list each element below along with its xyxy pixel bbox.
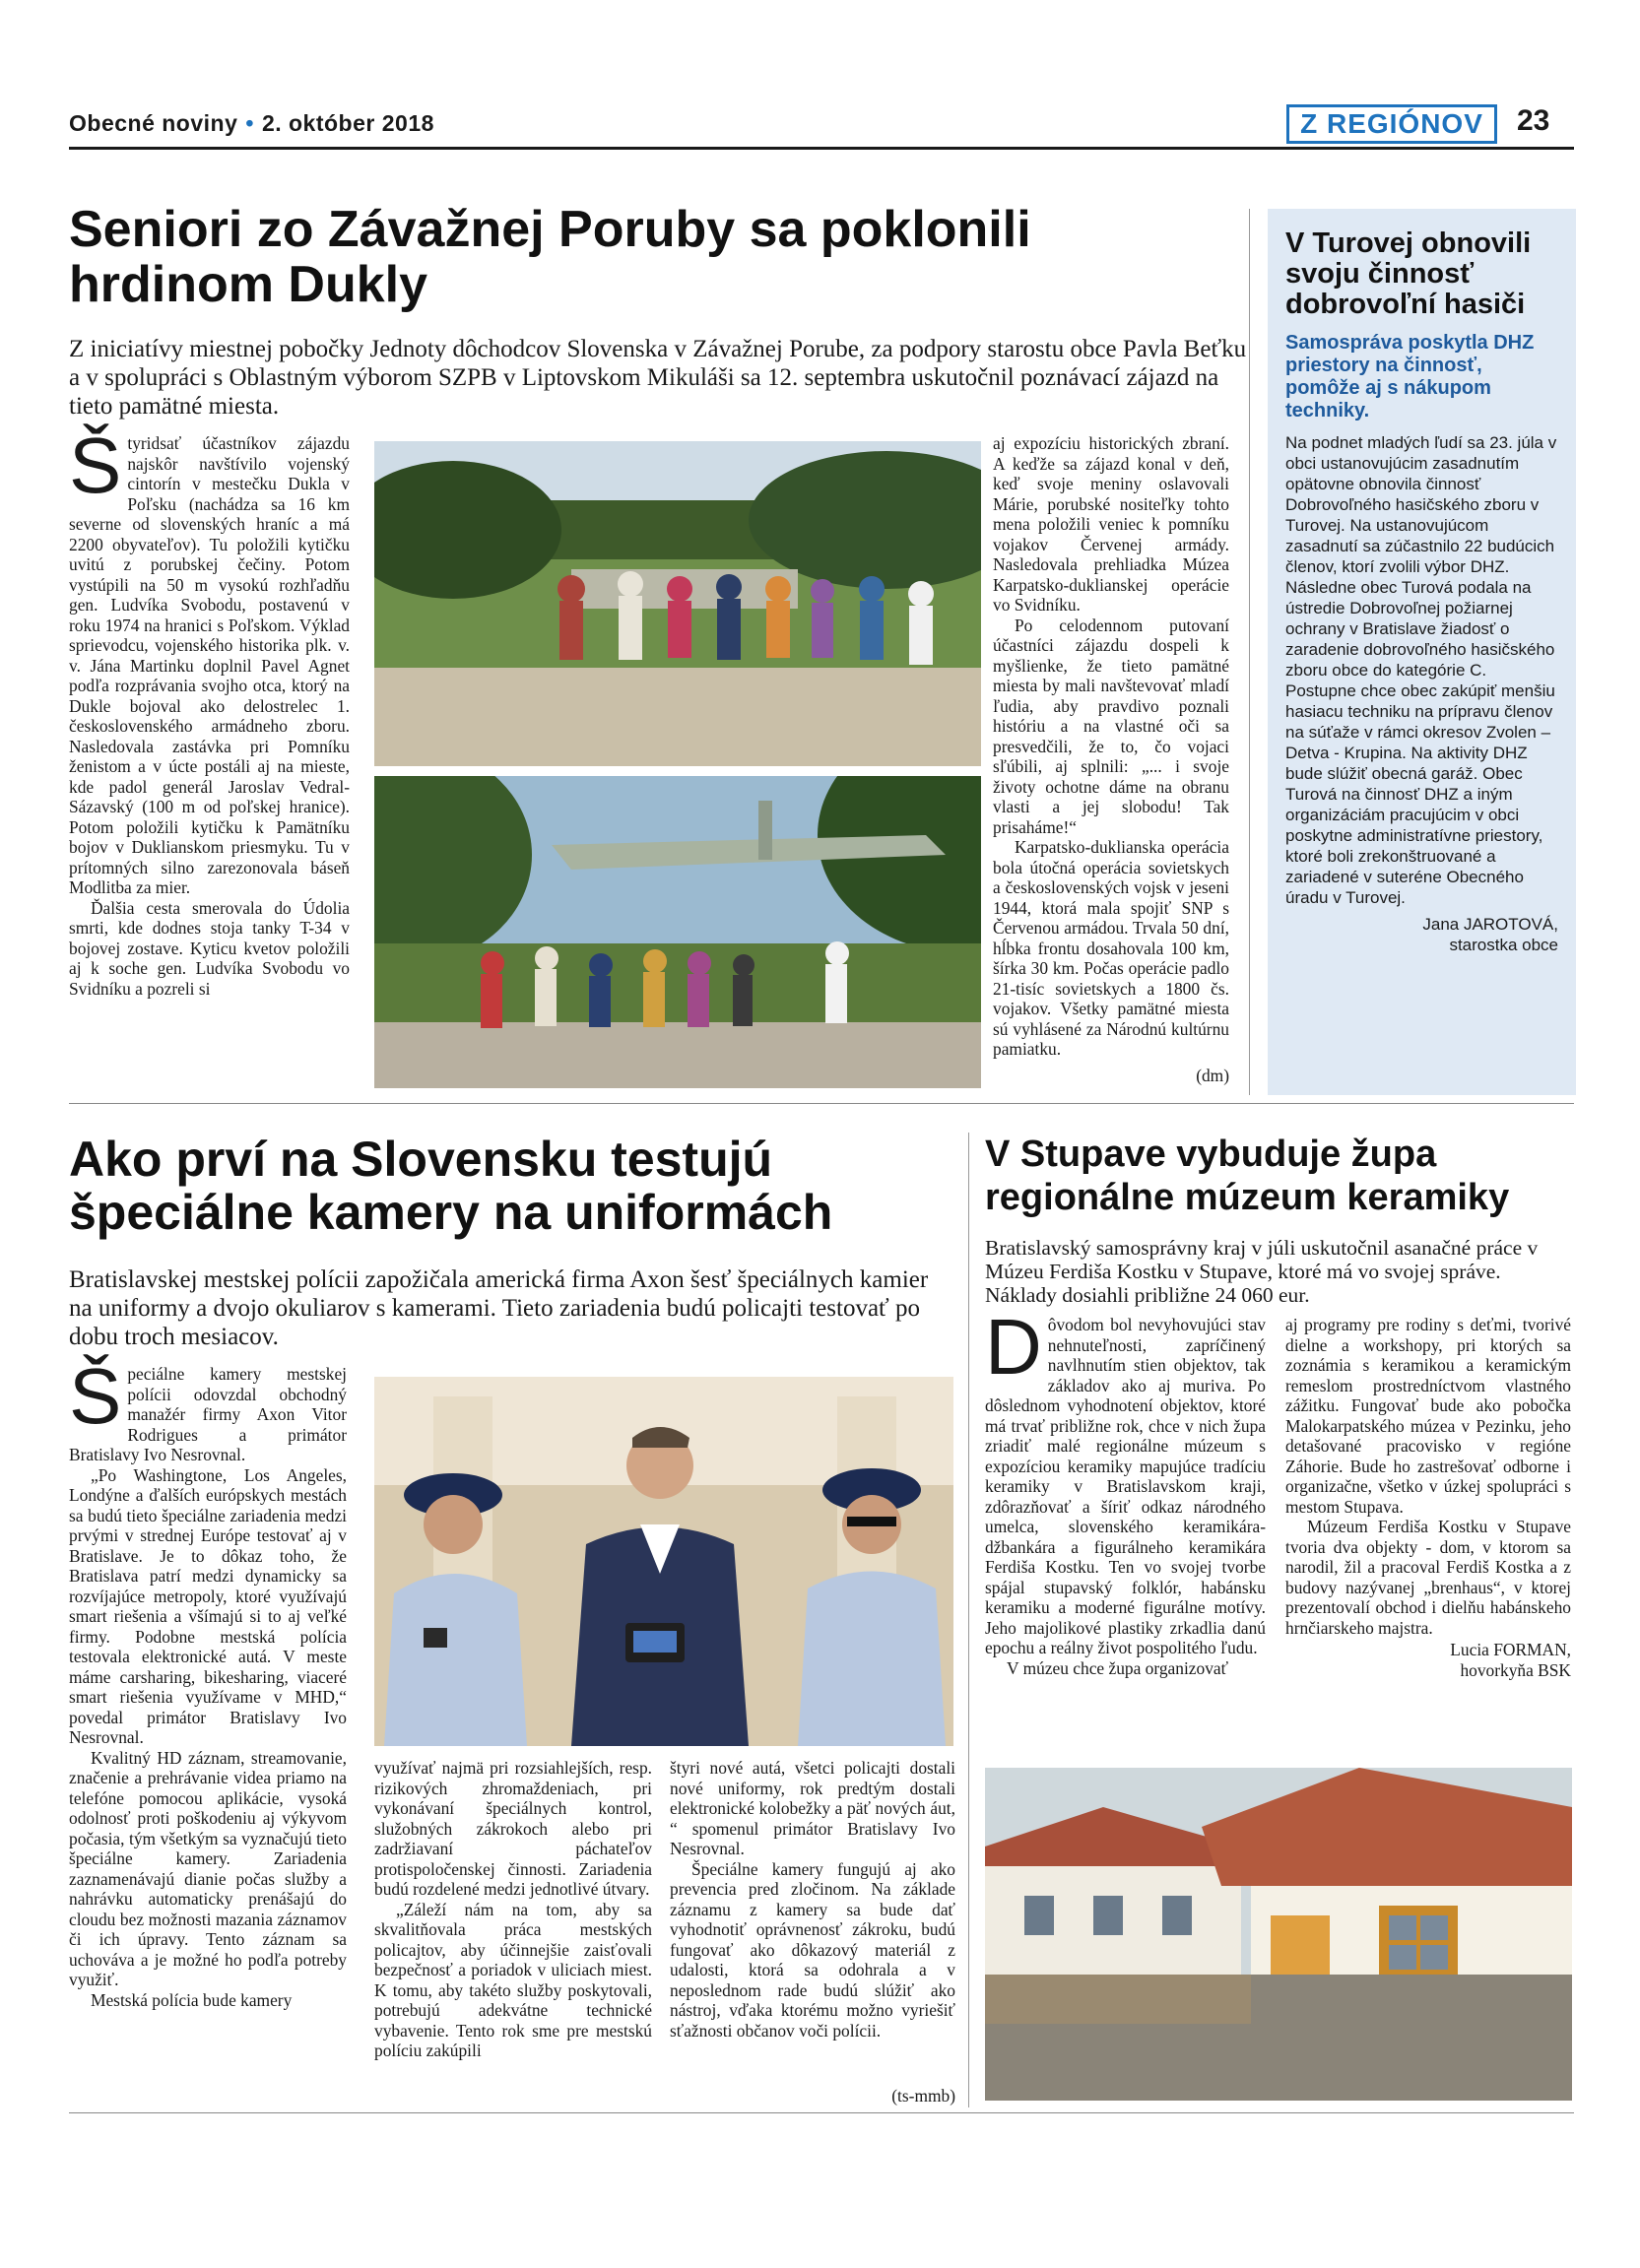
article2-paragraph: Mestská polícia bude kamery <box>91 1989 293 2010</box>
article1-lead: Z iniciatívy miestnej pobočky Jednoty dôchodcov Slovenska v Závažnej Porube, za podpory starostu obce Pavla Beťku a v spolupráci s Oblastným výborom SZPB v Liptovskom Mikuláši sa 12. septembra uskutočnil poznávací zájazd na tieto pamätné miesta. <box>69 336 1247 420</box>
section-rule <box>69 1103 1574 1104</box>
article1-dropcap: Š <box>69 421 122 509</box>
sidebar-text: Na podnet mladých ľudí sa 23. júla v obci ustanovujúcim zasadnutím opätovne obnovila činnosť Dobrovoľného hasičského zboru v Turovej. Na ustanovujúcom zasadnutí sa zúčastnilo 22 budúcich členov, ktorí zvolili výbor DHZ. Následne obec Turová podala na ústredie Dobrovoľnej požiarnej ochrany v Bratislave žiadosť o zaradenie dobrovoľného hasičského zboru obce do kategórie C. Postupne chce obec zakúpiť menšiu hasiacu techniku na prípravu členov na súťaže v rámci okresov Zvolen – Detva - Krupina. Na aktivity DHZ bude slúžiť obecná garáž. Obec Turová na činnosť DHZ a iným organizáciám pracujúcim v obci poskytne administratívne priestory, ktoré boli zrekonštruované a zariadené v suteréne Obecného úradu v Turovej. <box>1285 433 1557 907</box>
article1-photo-aircraft <box>374 776 981 1088</box>
article1-photo-cemetery <box>374 441 981 766</box>
sidebar-lead: Samospráva poskytla DHZ priestory na činnosť, pomôže aj s nákupom techniky. <box>1285 332 1535 421</box>
sidebar-title: V Turovej obnovili svoju činnosť dobrovoľní hasiči <box>1285 227 1532 320</box>
column-divider <box>1249 209 1250 1095</box>
article1-column-1 <box>69 421 350 1083</box>
article2-column-3 <box>670 1758 955 2083</box>
article1-headline-line1: Seniori zo Závažnej Poruby sa poklonili <box>69 201 1031 258</box>
article3-sign-name: Lucia FORMAN, <box>1450 1640 1571 1659</box>
issue-date: 2. október 2018 <box>261 110 434 136</box>
article2-lead: Bratislavskej mestskej polícii zapožičala americká firma Axon šesť špeciálnych kamier na uniformy a dvojo okuliarov s kamerami. Tieto zariadenia budú policajti testovať po dobu troch mesiacov. <box>69 1266 929 1350</box>
header-rule <box>69 147 1574 150</box>
article1-paragraph: aj expozíciu historických zbraní. A keďže sa zájazd konal v deň, keď svoje meniny oslavovali Márie, porubské nositeľky tohto mena položili veniec k pomníku vojakov Červenej armády. Nasledovala prehliadka Múzea Karpatsko-duklianskej operácie vo Svidníku. <box>993 433 1229 615</box>
sidebar-signature <box>1285 914 1558 955</box>
article3-paragraph: ôvodom bol nevyhovujúci stav nehnuteľnosti, zapríčinený navlhnutím stien objektov, tak základov ako aj muriva. Po dôslednom vyhodnotení objektov, ktoré má trvať približne rok, chce v nich župa zriadiť malé regionálne múzeum s expozíciou keramiky mapujúce tradíciu keramiky v Bratislavskom kraji, zdôrazňovať a šíriť odkaz národného umelca, slovenského keramikára-džbankára a figurálneho keramikára Ferdiša Kostku. Ten vo svojej tvorbe spájal stupavský folklór, habánsku keramiku a moderné figurálne motívy. Jeho majolikové plastiky zrkadlia danú epochu a reálny život pospolitého ľudu. <box>985 1315 1266 1657</box>
page-header-left <box>69 110 434 137</box>
column-divider <box>968 1133 969 2107</box>
article1-paragraph: Karpatsko-duklianska operácia bola útočná operácia sovietskych a československých vojsk v jeseni 1944, ktorá mala spojiť SNP s Červenou armádou. Trvala 50 dní, hĺbka frontu dosahovala 100 km, šírka 30 km. Počas operácie padlo 21-tisíc sovietskych a 1800 čs. vojakov. Všetky pamätné miesta sú vyhlásené za Národnú kultúrnu pamiatku. <box>993 837 1229 1059</box>
sidebar-sign-name: Jana JAROTOVÁ, <box>1422 915 1558 934</box>
article1-column-3 <box>993 433 1229 1083</box>
article2-paragraph: „Po Washingtone, Los Angeles, Londýne a ďalších európskych mestách sa budú tieto špeciálne zariadenia medzi prvými v strednej Európe testovať aj v Bratislave. Je to dôkaz toho, že Bratislava patrí medzi dynamicky sa rozvíjajúce metropoly, ktoré využívajú smart riešenia a všímajú si to aj veľké firmy. Podobne mestská polícia testovala elektronické autá. V meste máme carsharing, bikesharing, viaceré smart riešenia využívame v MHD,“ povedal primátor Bratislavy Ivo Nesrovnal. <box>69 1464 347 1747</box>
article3-column-2 <box>1285 1315 1571 1699</box>
page-number: 23 <box>1517 104 1550 137</box>
footer-rule <box>69 2112 1574 2113</box>
article2-dropcap: Š <box>69 1352 122 1440</box>
separator-dot: • <box>245 110 254 136</box>
article1-headline-line2: hrdinom Dukly <box>69 256 428 314</box>
article2-paragraph: štyri nové autá, všetci policajti dostali nové uniformy, rok predtým dostali elektronické kolobežky a päť nových áut, “ spomenul primátor Bratislavy Ivo Nesrovnal. <box>670 1758 955 1858</box>
article3-paragraph: aj programy pre rodiny s deťmi, tvorivé dielne a workshopy, pri ktorých sa zoznámia s keramikou a keramickým remeslom prostredníctvom vlastného zážitku. Fungovať bude ako pobočka Malokarpatského múzea v Pezinku, jeho detašované pracovisko v regióne Záhorie. Bude ho zastrešovať odborne i organizačne, všetko v úzkej spolupráci s mestom Stupava. <box>1285 1315 1571 1517</box>
article2-paragraph: Kvalitný HD záznam, streamovanie, značenie a prehrávanie videa priamo na telefóne pomocou aplikácie, vysoká odolnosť proti poškodeniu aj výkyvom počasia, tým všetkým sa vyznačujú tieto špeciálne kamery. Zariadenia zaznamenávajú dianie počas služby a nahrávku automaticky prenášajú do cloudu bez možnosti mazania záznamov či ich úpravy. Tento záznam sa uchováva a je možné ho podľa potreby využiť. <box>69 1747 347 1989</box>
article2-paragraph: Špeciálne kamery fungujú aj ako prevencia pred zločinom. Na základe záznamu z kamery sa bude dať vyhodnotiť oprávnenosť zákroku, budú fungovať ako dôkazový materiál z udalosti, ktorá sa odohrala a v neposlednom rade budú slúžiť ako nástroj, vďaka ktorému možno vyriešiť sťažnosti občanov voči polícii. <box>670 1858 955 2041</box>
article1-paragraph: Po celodennom putovaní účastníci zájazdu dospeli k myšlienke, že tieto pamätné miesta by mali navštevovať mladí ľudia, aby pravdivo poznali históriu a na vlastné oči sa presvedčili, že to, čo vojaci sľúbili, aj splnili: „... i svoje životy ochotne dáme na obranu vlasti a jej slobodu! Tak prisaháme!“ <box>993 615 1229 837</box>
article2-headline <box>69 1133 955 1239</box>
article1-paragraph: tyridsať účastníkov zájazdu najskôr navštívilo vojenský cintorín v mestečku Dukla v Poľsku (nachádza sa 16 km severne od slovenských hraníc a má 2200 obyvateľov). Tu položili kytičku uvitú z porubskej čečiny. Potom vystúpili na 50 m vysokú rozhľadňu gen. Ludvíka Svobodu, postavenú v roku 1974 na hranici s Poľskom. Výklad sprievodcu, vojenského historika plk. v. v. Jána Martinku doplnil Pavel Agnet podľa rozprávania svojho otca, ktorý na Dukle bojoval ako delostrelec 1. československého armádneho zboru. Nasledovala zastávka pri Pomníku ženistom a v úcte postáli aj na mieste, kde padol generál Jaroslav Vedral-Sázavský (100 m od poľskej hranice). Potom položili kytičku k Pamätníku bojov v Duklianskom priesmyku. Tu v prítomných silno zarezonovala báseň Modlitba za mier. <box>69 433 350 897</box>
section-label: Z REGIÓNOV <box>1286 104 1497 144</box>
article3-headline <box>985 1133 1576 1219</box>
article3-headline-line2: regionálne múzeum keramiky <box>985 1177 1510 1218</box>
sidebar-sign-role: starostka obce <box>1449 936 1558 954</box>
article2-photo-police <box>374 1377 953 1746</box>
article3-sign-role: hovorkyňa BSK <box>1460 1659 1571 1680</box>
article3-headline-line1: V Stupave vybuduje župa <box>985 1134 1437 1175</box>
publication-name: Obecné noviny <box>69 110 238 136</box>
article1-paragraph: Ďalšia cesta smerovala do Údolia smrti, kde dodnes stoja tanky T-34 v bojovej zostave. Kyticu kvetov položili aj k soche gen. Ludvíka Svobodu vo Svidníku a pozreli si <box>69 897 350 999</box>
article3-dropcap: D <box>985 1303 1042 1391</box>
article3-photo-museum <box>985 1768 1572 2101</box>
article3-signature <box>1285 1640 1571 1680</box>
article1-headline <box>69 202 1231 312</box>
article2-headline-line2: špeciálne kamery na uniformách <box>69 1185 833 1240</box>
article2-paragraph: peciálne kamery mestskej polícii odovzdal obchodný manažér firmy Axon Vitor Rodrigues a primátor Bratislavy Ivo Nesrovnal. <box>69 1364 347 1464</box>
article1-signature: (dm) <box>1196 1066 1229 1085</box>
article2-column-2 <box>374 1758 652 2103</box>
article3-column-1 <box>985 1303 1266 1768</box>
article3-paragraph: Múzeum Ferdiša Kostku v Stupave tvoria dva objekty - dom, v ktorom sa narodil, žil a pracoval Ferdiš Kostka a z budovy nazývanej „brenhaus“, v ktorej prezentovalí obchod i dielňu habánskeho hrnčiarskeho majstra. <box>1285 1517 1571 1638</box>
article3-paragraph: V múzeu chce župa organizovať <box>1007 1657 1229 1678</box>
article2-paragraph: „Záleží nám na tom, aby sa skvalitňovala práca mestských policajtov, aby účinnejšie zaisťovali bezpečnosť a poriadok v uliciach miest. K tomu, aby takéto služby poskytovali, potrebujú adekvátne technické vybavenie. Tento rok sme pre mestskú políciu zakúpili <box>374 1899 652 2060</box>
article2-paragraph: využívať najmä pri rozsiahlejších, resp. rizikových zhromaždeniach, pri vykonávaní špeciálnych kontrol, služobných zákrokoch alebo pri zadržiavaní páchateľov protispoločenskej činnosti. Zariadenia budú rozdelené medzi jednotlivé útvary. <box>374 1758 652 1899</box>
article2-signature: (ts-mmb) <box>891 2086 955 2106</box>
sidebar-box <box>1268 209 1576 1095</box>
article2-column-1 <box>69 1352 347 2103</box>
article2-headline-line1: Ako prví na Slovensku testujú <box>69 1132 773 1187</box>
article3-lead: Bratislavský samosprávny kraj v júli uskutočnil asanačné práce v Múzeu Ferdiša Kostku v Stupave, ktoré má vo svojej správe. Náklady dosiahli približne 24 060 eur. <box>985 1236 1539 1307</box>
